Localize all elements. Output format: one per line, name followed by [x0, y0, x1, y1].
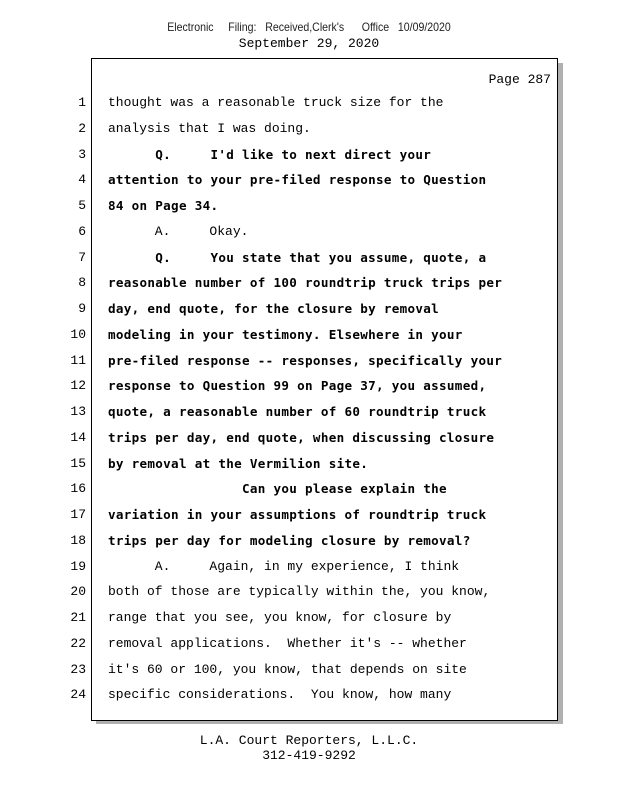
- line-text: trips per day for modeling closure by removal?: [108, 532, 471, 548]
- page-number: Page 287: [488, 72, 551, 87]
- transcript-line: [0, 657, 618, 683]
- transcript-line: [0, 219, 618, 245]
- line-number: 5: [78, 198, 86, 213]
- transcript-line: [0, 348, 618, 374]
- line-text: 84 on Page 34.: [108, 198, 219, 213]
- line-number: 11: [70, 352, 86, 368]
- line-number: 9: [78, 301, 86, 316]
- line-text: removal applications. Whether it's -- whether: [108, 635, 467, 651]
- line-text: Q. I'd like to next direct your: [108, 146, 432, 162]
- line-text: quote, a reasonable number of 60 roundtrip truck: [108, 404, 487, 419]
- reporter-phone: 312-419-9292: [262, 748, 356, 763]
- transcript-line: [0, 373, 618, 399]
- line-number: 19: [70, 558, 86, 574]
- line-text: range that you see, you know, for closure by: [108, 610, 452, 625]
- transcript-line: [0, 425, 618, 451]
- line-number: 7: [78, 249, 86, 265]
- line-number: 6: [78, 223, 86, 239]
- line-text: attention to your pre-filed response to Question: [108, 172, 487, 188]
- line-number: 24: [70, 687, 86, 703]
- line-number: 14: [70, 429, 86, 445]
- transcript-line: [0, 399, 618, 425]
- transcript-line: [0, 322, 618, 348]
- transcript-line: [0, 270, 618, 296]
- line-text: analysis that I was doing.: [108, 120, 311, 136]
- line-text: specific considerations. You know, how many: [108, 687, 452, 703]
- line-number: 17: [70, 507, 86, 522]
- line-number: 18: [70, 532, 86, 548]
- line-text: pre-filed response -- responses, specifically your: [108, 352, 503, 368]
- line-number: 15: [70, 455, 86, 471]
- line-number: 13: [70, 404, 86, 419]
- line-number: 4: [78, 172, 86, 188]
- line-number: 21: [70, 610, 86, 625]
- line-number: 3: [78, 146, 86, 162]
- line-text: reasonable number of 100 roundtrip truck trips per: [108, 275, 503, 291]
- transcript-line: [0, 296, 618, 322]
- reporter-company: L.A. Court Reporters, L.L.C.: [199, 733, 419, 748]
- line-number: 10: [70, 326, 86, 342]
- line-number: 22: [70, 635, 86, 651]
- line-number: 23: [70, 661, 86, 677]
- line-text: Can you please explain the: [108, 481, 447, 497]
- line-text: it's 60 or 100, you know, that depends on site: [108, 661, 467, 677]
- transcript-line: [0, 605, 618, 631]
- line-number: 8: [78, 275, 86, 291]
- line-number: 1: [78, 95, 86, 110]
- transcript-line: [0, 631, 618, 657]
- line-text: modeling in your testimony. Elsewhere in your: [108, 326, 463, 342]
- line-text: thought was a reasonable truck size for the: [108, 95, 444, 110]
- transcript-line: [0, 90, 618, 116]
- transcript-line: [0, 116, 618, 142]
- line-text: day, end quote, for the closure by removal: [108, 301, 440, 316]
- transcript-line: [0, 245, 618, 271]
- transcript-line: [0, 193, 618, 219]
- transcript-line: [0, 142, 618, 168]
- transcript-line: [0, 476, 618, 502]
- filing-stamp: Electronic Filing: Received,Clerk's Office 10/09/2020: [167, 20, 451, 34]
- line-text: variation in your assumptions of roundtrip truck: [108, 507, 487, 522]
- line-number: 20: [70, 584, 86, 600]
- line-text: both of those are typically within the, you know,: [108, 584, 491, 600]
- transcript-line: [0, 579, 618, 605]
- line-number: 12: [70, 378, 86, 394]
- line-number: 2: [78, 120, 86, 136]
- transcript-date: September 29, 2020: [238, 36, 380, 51]
- transcript-line: [0, 167, 618, 193]
- line-text: response to Question 99 on Page 37, you assumed,: [108, 378, 487, 394]
- transcript-line: [0, 451, 618, 477]
- transcript-line: [0, 502, 618, 528]
- line-text: trips per day, end quote, when discussing closure: [108, 429, 495, 445]
- transcript-line: [0, 554, 618, 580]
- line-number: 16: [70, 481, 86, 497]
- line-text: by removal at the Vermilion site.: [108, 455, 369, 471]
- transcript-line: [0, 528, 618, 554]
- line-text: A. Again, in my experience, I think: [108, 558, 460, 574]
- line-text: A. Okay.: [108, 223, 249, 239]
- line-text: Q. You state that you assume, quote, a: [108, 249, 487, 265]
- transcript-line: [0, 682, 618, 708]
